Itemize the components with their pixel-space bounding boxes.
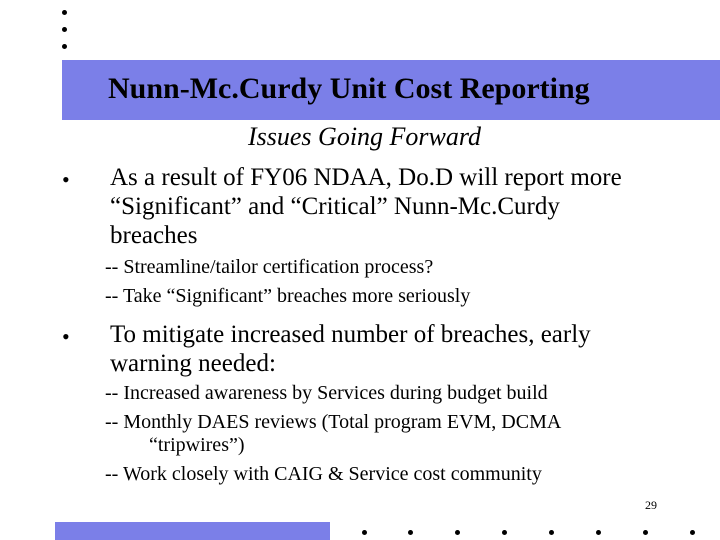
decorative-dot [408, 530, 413, 535]
subitem: -- Take “Significant” breaches more seriously [105, 285, 471, 307]
decorative-dot [596, 530, 601, 535]
decorative-dot [643, 530, 648, 535]
bullet-line: warning needed: [110, 350, 276, 377]
decorative-dot [62, 44, 67, 49]
decorative-dot [362, 530, 367, 535]
decorative-dot [549, 530, 554, 535]
decorative-dot [502, 530, 507, 535]
subitem-list-2 [105, 379, 561, 489]
bullet-marker: • [62, 167, 70, 192]
bullet-line: As a result of FY06 NDAA, Do.D will report more [110, 164, 622, 191]
bullet-line: breaches [110, 222, 198, 249]
subitem-list-1 [105, 253, 470, 311]
footer-bar [55, 522, 330, 540]
subitem: -- Work closely with CAIG & Service cost community [105, 463, 542, 485]
bullet-marker: • [62, 324, 70, 349]
bullet-text-1 [110, 163, 622, 250]
slide-title: Nunn-Mc.Curdy Unit Cost Reporting [108, 72, 590, 105]
decorative-dot [455, 530, 460, 535]
subitem: “tripwires”) [149, 434, 245, 456]
bullet-line: “Significant” and “Critical” Nunn-Mc.Curdy [110, 193, 560, 220]
subitem: -- Increased awareness by Services during budget build [105, 382, 548, 404]
subitem: -- Monthly DAES reviews (Total program EVM, DCMA [105, 411, 562, 433]
page-number: 29 [645, 498, 657, 512]
decorative-dot [62, 27, 67, 32]
bullet-line: To mitigate increased number of breaches, early [110, 321, 591, 348]
decorative-dot [690, 530, 695, 535]
decorative-dot [62, 10, 67, 15]
slide-subtitle: Issues Going Forward [248, 122, 482, 151]
bullet-text-2 [110, 320, 591, 378]
subitem: -- Streamline/tailor certification process? [105, 256, 434, 278]
